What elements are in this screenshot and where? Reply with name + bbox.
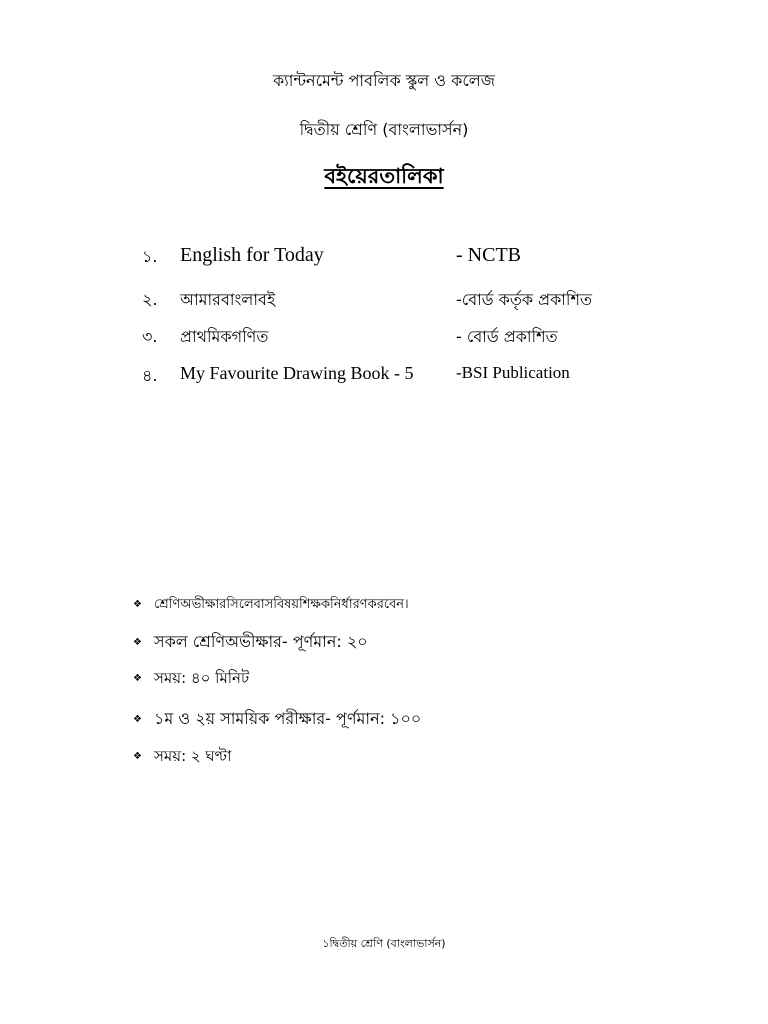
diamond-bullet-icon: ❖ — [133, 714, 142, 725]
book-list-title — [0, 160, 768, 195]
book-number: ২. — [142, 290, 158, 309]
book-row — [0, 363, 768, 393]
book-row — [0, 324, 768, 354]
note-item — [133, 667, 249, 692]
class-name: দ্বিতীয় শ্রেণি (বাংলাভার্সন) — [299, 120, 469, 139]
note-text: সময়: ২ ঘণ্টা — [154, 747, 232, 765]
diamond-bullet-icon: ❖ — [133, 637, 142, 648]
page-footer: ১দ্বিতীয় শ্রেণি (বাংলাভার্সন) — [322, 937, 446, 950]
book-number: ৪. — [142, 366, 158, 385]
note-text: শ্রেণিঅভীক্ষারসিলেবাসবিষয়শিক্ষকনির্ধারণকরবেন। — [154, 597, 409, 612]
book-title: প্রাথমিকগণিত — [180, 327, 269, 346]
school-name: ক্যান্টনমেন্ট পাবলিক স্কুল ও কলেজ — [272, 71, 496, 90]
book-row — [0, 244, 768, 274]
book-publisher: - বোর্ড প্রকাশিত — [456, 327, 558, 346]
note-item — [133, 629, 368, 656]
note-item — [133, 706, 421, 733]
note-text: ১ম ও ২য় সাময়িক পরীক্ষার- পূর্ণমান: ১০০ — [154, 709, 422, 728]
book-title: আমারবাংলাবই — [180, 290, 276, 309]
book-publisher: -BSI Publication — [456, 363, 570, 382]
book-title: English for Today — [180, 244, 324, 266]
note-item — [133, 745, 231, 770]
note-text: সময়: ৪০ মিনিট — [154, 669, 250, 687]
book-publisher: -বোর্ড কর্তৃক প্রকাশিত — [456, 290, 592, 309]
book-number: ৩. — [142, 327, 158, 346]
book-list-title-text: বইয়েরতালিকা — [324, 164, 444, 188]
note-text: সকল শ্রেণিঅভীক্ষার- পূর্ণমান: ২০ — [154, 632, 368, 651]
note-item — [133, 595, 409, 616]
diamond-bullet-icon: ❖ — [133, 599, 142, 610]
book-publisher: - NCTB — [456, 244, 521, 266]
book-row — [0, 287, 768, 317]
diamond-bullet-icon: ❖ — [133, 673, 142, 684]
diamond-bullet-icon: ❖ — [133, 751, 142, 762]
book-title: My Favourite Drawing Book - 5 — [180, 363, 414, 383]
book-number: ১. — [142, 247, 158, 266]
